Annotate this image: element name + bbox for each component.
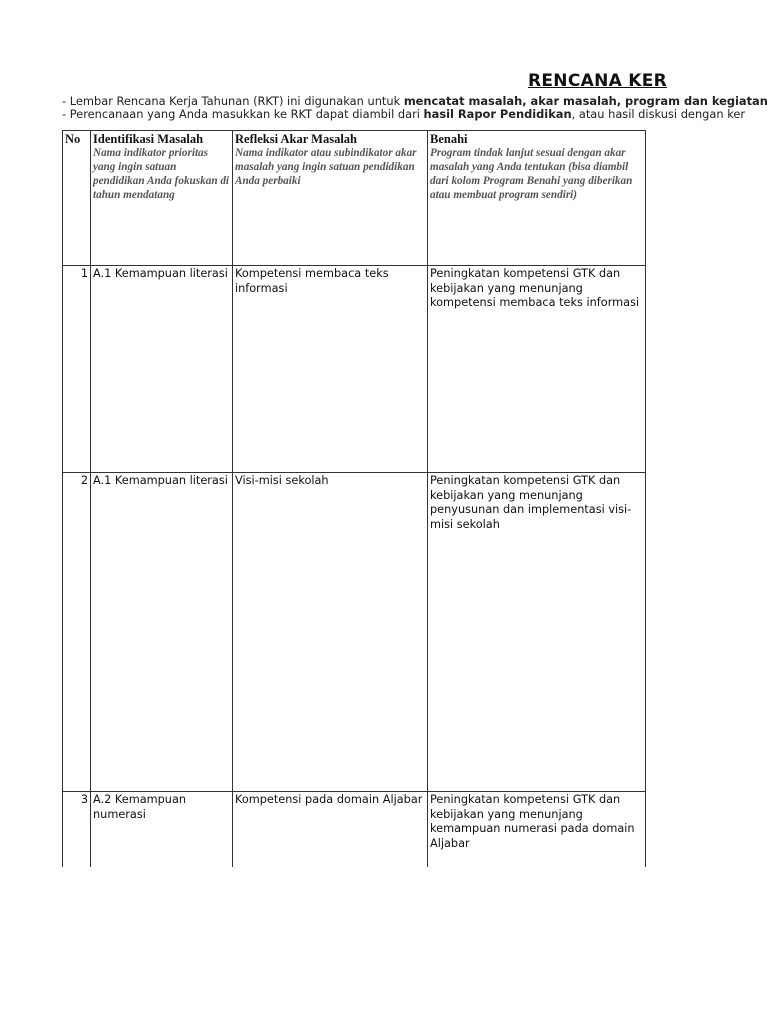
note-1-bold-text: mencatat masalah, akar masalah, program dan kegiatan (403, 94, 768, 108)
cell-identifikasi-masalah[interactable]: A.1 Kemampuan literasi (91, 473, 233, 792)
cell-akar-masalah[interactable]: Kompetensi pada domain Aljabar (233, 792, 428, 867)
header-masalah-desc: Nama indikator prioritas yang ingin satuan pendidikan Anda fokuskan di tahun mendatang (93, 147, 230, 201)
header-benahi (428, 131, 646, 266)
row-number: 1 (63, 266, 91, 473)
cell-akar-masalah[interactable]: Visi-misi sekolah (233, 473, 428, 792)
header-refleksi-akar-masalah (233, 131, 428, 266)
note-1-text: - Lembar Rencana Kerja Tahunan (RKT) ini digunakan untuk (62, 94, 404, 108)
note-2-text: - Perencanaan yang Anda masukkan ke RKT dapat diambil dari (62, 107, 424, 121)
header-akar-title: Refleksi Akar Masalah (235, 132, 357, 146)
cell-akar-masalah[interactable]: Kompetensi membaca teks informasi (233, 266, 428, 473)
rkt-table (62, 130, 646, 867)
header-identifikasi-masalah (91, 131, 233, 266)
cell-benahi[interactable]: Peningkatan kompetensi GTK dan kebijakan yang menunjang kemampuan numerasi pada domain Aljabar (428, 792, 646, 867)
table-row (63, 473, 646, 792)
header-benahi-desc: Program tindak lanjut sesuai dengan akar masalah yang Anda tentukan (bisa diambil dari kolom Program Benahi yang diberikan atau membuat program sendiri) (430, 147, 633, 201)
cell-identifikasi-masalah[interactable]: A.1 Kemampuan literasi (91, 266, 233, 473)
row-number: 2 (63, 473, 91, 792)
row-number: 3 (63, 792, 91, 867)
table-row (63, 792, 646, 867)
note-2-bold-text: hasil Rapor Pendidikan (423, 107, 572, 121)
header-masalah-title: Identifikasi Masalah (93, 132, 204, 146)
sheet-title: RENCANA KER (528, 71, 668, 91)
table-row (63, 266, 646, 473)
header-no: No (63, 131, 91, 266)
cell-benahi[interactable]: Peningkatan kompetensi GTK dan kebijakan yang menunjang penyusunan dan implementasi visi-misi sekolah (428, 473, 646, 792)
cell-identifikasi-masalah[interactable]: A.2 Kemampuan numerasi (91, 792, 233, 867)
cell-benahi[interactable]: Peningkatan kompetensi GTK dan kebijakan yang menunjang kompetensi membaca teks informasi (428, 266, 646, 473)
header-akar-desc: Nama indikator atau subindikator akar masalah yang ingin satuan pendidikan Anda perbaiki (235, 147, 417, 187)
instruction-note-2 (62, 107, 746, 121)
note-2-tail-text: , atau hasil diskusi dengan ker (571, 107, 746, 121)
header-benahi-title: Benahi (430, 132, 468, 146)
header-row (63, 131, 646, 266)
